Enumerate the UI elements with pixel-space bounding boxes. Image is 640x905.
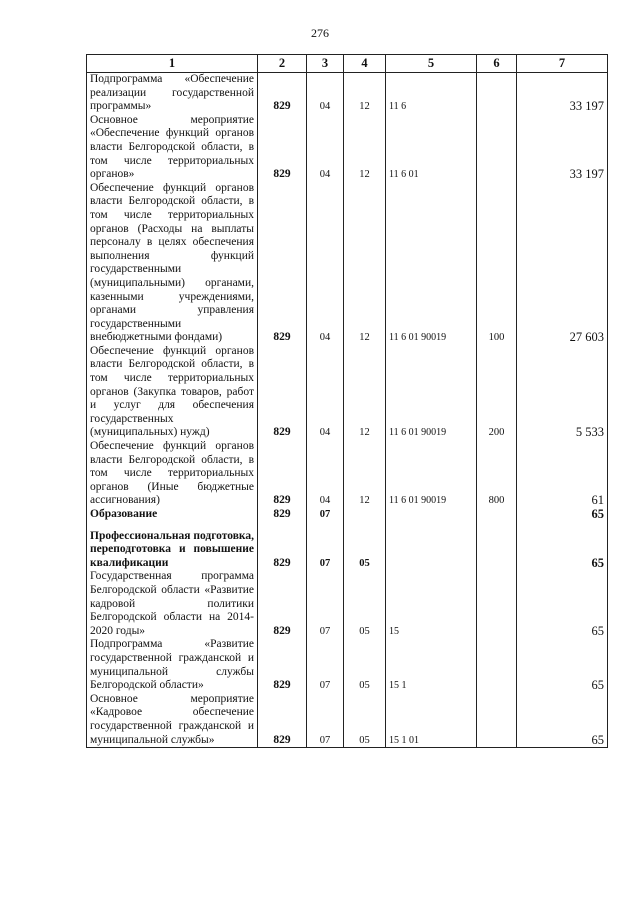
header-col-7: 7 [517,55,608,73]
row-sum: 65 [517,693,608,748]
table-row [87,693,608,748]
row-rz: 07 [307,530,344,571]
row-sum: 33 197 [517,73,608,114]
row-pr [344,508,386,522]
row-name: Основное мероприятие «Кадровое обеспечение государственной гражданской и муниципальной службы» [87,693,258,748]
row-csr: 11 6 01 90019 [386,440,477,508]
row-vr: 200 [477,345,517,440]
table-row [87,114,608,182]
table-row [87,638,608,692]
row-rz: 07 [307,638,344,692]
row-csr [386,508,477,522]
table-row [87,440,608,508]
row-vr [477,570,517,638]
row-name: Обеспечение функций органов власти Белгородской области, в том числе территориальных органов (Закупка товаров, работ и услуг для обеспечения государственных (муниципальных) нужд) [87,345,258,440]
row-vr: 100 [477,182,517,345]
row-grbs: 829 [258,345,307,440]
row-grbs: 829 [258,73,307,114]
row-sum: 61 [517,440,608,508]
row-name: Профессиональная подготовка, переподготовка и повышение квалификации [87,530,258,571]
row-vr [477,73,517,114]
row-csr [386,530,477,571]
row-csr: 15 1 [386,638,477,692]
budget-table [86,54,608,748]
row-sum: 65 [517,530,608,571]
row-pr: 12 [344,345,386,440]
row-pr: 12 [344,114,386,182]
row-pr: 05 [344,638,386,692]
row-name: Обеспечение функций органов власти Белгородской области, в том числе территориальных органов (Иные бюджетные ассигнования) [87,440,258,508]
row-grbs: 829 [258,114,307,182]
row-grbs: 829 [258,440,307,508]
row-rz: 07 [307,508,344,522]
header-col-1: 1 [87,55,258,73]
row-sum: 27 603 [517,182,608,345]
row-name: Государственная программа Белгородской области «Развитие кадровой политики Белгородской области на 2014-2020 годы» [87,570,258,638]
row-grbs: 829 [258,508,307,522]
row-csr: 11 6 [386,73,477,114]
row-csr: 11 6 01 [386,114,477,182]
row-pr: 12 [344,440,386,508]
row-grbs: 829 [258,530,307,571]
row-vr [477,508,517,522]
row-vr [477,638,517,692]
table-row [87,182,608,345]
row-grbs: 829 [258,182,307,345]
row-csr: 11 6 01 90019 [386,182,477,345]
row-csr: 15 [386,570,477,638]
row-rz: 04 [307,345,344,440]
row-sum: 65 [517,638,608,692]
header-col-6: 6 [477,55,517,73]
row-sum: 5 533 [517,345,608,440]
row-pr: 05 [344,530,386,571]
row-vr [477,693,517,748]
row-rz: 07 [307,570,344,638]
row-name: Образование [87,508,258,522]
row-csr: 11 6 01 90019 [386,345,477,440]
row-rz: 04 [307,114,344,182]
row-grbs: 829 [258,638,307,692]
row-pr: 05 [344,693,386,748]
row-name: Подпрограмма «Развитие государственной гражданской и муниципальной службы Белгородской области» [87,638,258,692]
table-row [87,345,608,440]
row-rz: 04 [307,182,344,345]
header-col-5: 5 [386,55,477,73]
row-vr [477,114,517,182]
row-grbs: 829 [258,693,307,748]
row-spacer [87,522,608,530]
row-rz: 07 [307,693,344,748]
row-vr [477,530,517,571]
row-rz: 04 [307,73,344,114]
table-row [87,73,608,114]
page-number: 276 [311,26,329,40]
row-sum: 65 [517,508,608,522]
row-name: Основное мероприятие «Обеспечение функций органов власти Белгородской области, в том числе территориальных органов» [87,114,258,182]
row-grbs: 829 [258,570,307,638]
row-vr: 800 [477,440,517,508]
row-name: Обеспечение функций органов власти Белгородской области, в том числе территориальных органов (Расходы на выплаты персоналу в целях обеспечения выполнения функций государственными (муниципальными) органами, казенными учреждениями, органами управления государственными внебюджетными фондами) [87,182,258,345]
row-name: Подпрограмма «Обеспечение реализации государственной программы» [87,73,258,114]
table-row [87,530,608,571]
row-rz: 04 [307,440,344,508]
table-header-row [87,55,608,73]
row-csr: 15 1 01 [386,693,477,748]
row-sum: 33 197 [517,114,608,182]
row-pr: 05 [344,570,386,638]
table-row [87,508,608,522]
header-col-2: 2 [258,55,307,73]
header-col-4: 4 [344,55,386,73]
row-sum: 65 [517,570,608,638]
header-col-3: 3 [307,55,344,73]
table-row [87,570,608,638]
row-pr: 12 [344,182,386,345]
row-pr: 12 [344,73,386,114]
